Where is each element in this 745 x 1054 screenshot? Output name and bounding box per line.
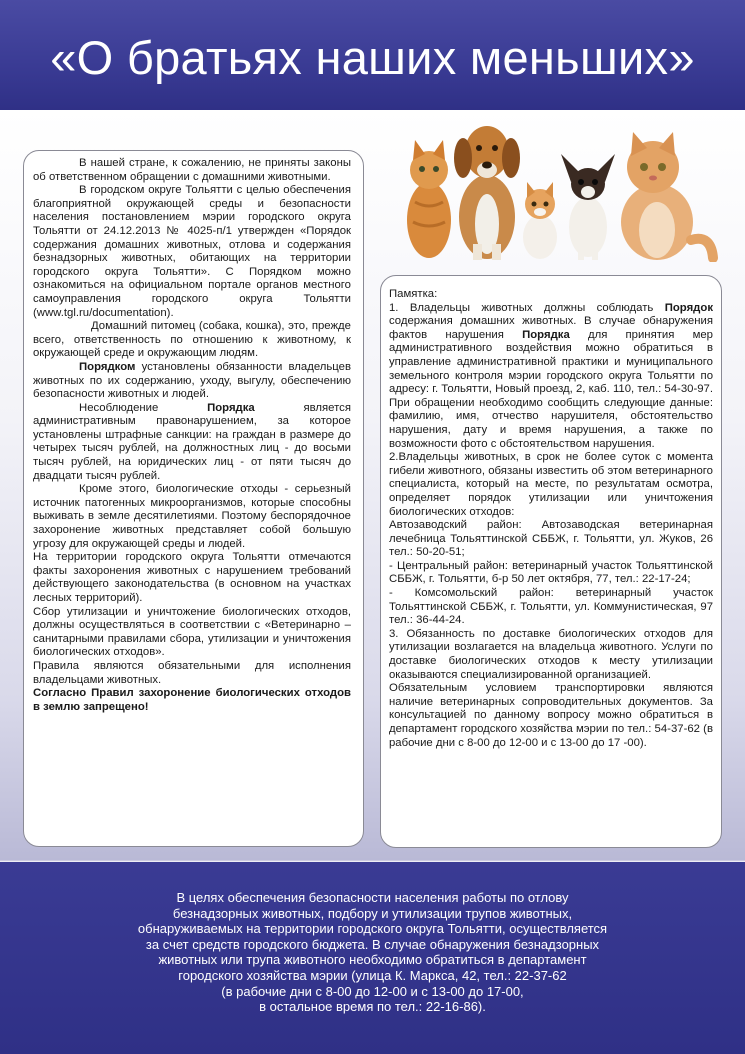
left-bold-poryadka: Порядка	[207, 401, 255, 414]
memo-item-1-mid: содержания домашних животных. В случае обнаружения фактов нарушения	[389, 315, 713, 341]
footer-line: В целях обеспечения безопасности населения работы по отлову	[176, 890, 569, 905]
dog-figure	[454, 126, 520, 260]
memo-item-3: 3. Обязанность по доставке биологических отходов для утилизации возлагается на владельца животного. Услуги по доставке биологических отходов к месту утилизации оказываются специализированной организацией.	[389, 627, 713, 681]
footer-line: безнадзорных животных, подбору и утилизации трупов животных,	[172, 905, 573, 921]
memo-bold-poryadok: Порядок	[664, 301, 713, 314]
memo-item-2: 2.Владельцы животных, в срок не более суток с момента гибели животного, обязаны известить об этом ветеринарного специалиста, который на месте, по результатам осмотра, определяет порядок утилизации или уничтожения биологических отходов:	[389, 451, 713, 518]
pets-photo	[395, 112, 725, 262]
footer-line: городского хозяйства мэрии (улица К. Маркса, 42, тел.: 22-37-62	[178, 967, 567, 983]
left-paragraph-5	[33, 402, 351, 484]
left-paragraph-5-text: является административным правонарушением, за которое установлены штрафные санкции: на граждан в размере до четырех тысяч рублей, на должностных лиц - до восьми тысяч рублей, на юридических лиц - от пяти тысяч до двадцати тысяч рублей.	[33, 401, 351, 482]
left-paragraph-9: Правила являются обязательными для исполнения владельцами животных.	[33, 659, 351, 686]
footer-line: животных или трупа животного необходимо обратиться в департамент	[158, 952, 587, 968]
memo-panel	[380, 275, 722, 848]
memo-transport-note: Обязательным условием транспортировки являются наличие ветеринарных сопроводительных документов. За консультацией по данному вопросу можно обратиться в департамент городского хозяйства мэрии по тел.: 54-37-62 (в рабочие дни с 8-00 до 12-00 и с 13-00 до 17 -00).	[389, 682, 713, 749]
left-warning-text: Согласно Правил захоронение биологических отходов в землю запрещено!	[33, 687, 351, 713]
page-title: «О братьях наших меньших»	[50, 31, 695, 84]
left-paragraph-3: Домашний питомец (собака, кошка), это, прежде всего, ответственность по отношению к животному, к окружающей среде и окружающим людям.	[33, 320, 351, 360]
ginger-cat-figure	[407, 140, 451, 258]
left-text-panel	[23, 150, 364, 847]
left-paragraph-4	[33, 361, 351, 402]
memo-district-komsomolsky: - Комсомольский район: ветеринарный участок Тольяттинской СББЖ, г. Тольятти, ул. Коммунистическая, 97 тел.: 36-44-24.	[389, 587, 713, 627]
memo-district-avtozavodsky: Автозаводский район: Автозаводская ветеринарная лечебница Тольяттинской СББЖ, г. Тольятти, ул. Жуков, 26 тел.: 50-20-51;	[389, 519, 713, 559]
left-paragraph-5-start: Несоблюдение	[79, 401, 208, 414]
memo-item-1-rest: для принятия мер административного воздействия можно обратиться в управление административной практики и муниципального земельного контроля мэрии городского округа Тольятти по адресу: г. Тольятти, Новый проезд, 2, каб. 110, тел.: 54-30-97. При обращении необходимо сообщить следующие данные: фамилию, имя, отчество нарушителя, обстоятельство нарушения, дату и время нарушения, а также по возможности фото с обстоятельством нарушения.	[389, 328, 713, 450]
footer-line: (в рабочие дни с 8-00 до 12-00 и с 13-00 до 17-00,	[221, 983, 524, 999]
header-band	[0, 0, 745, 110]
chihuahua-figure	[561, 154, 615, 260]
memo-district-central: - Центральный район: ветеринарный участок Тольяттинской СББЖ, г. Тольятти, б-р 50 лет октября, 77, тел.: 22-17-24;	[389, 559, 713, 586]
footer-line: за счет средств городского бюджета. В случае обнаружения безнадзорных	[145, 936, 600, 952]
left-paragraph-6: Кроме этого, биологические отходы - серьезный источник патогенных микроорганизмов, которые способны выживать в земле десятилетиями. Поэтому беспорядочное захоронение животных представляет собой большую угрозу для окружающей среды и людей.	[33, 483, 351, 550]
left-paragraph-4-text: установлены обязанности владельцев животных по их содержанию, уходу, выгулу, обеспечению безопасности животных и людей.	[33, 360, 351, 401]
kitten-figure	[523, 182, 557, 259]
left-paragraph-1: В нашей стране, к сожалению, не приняты законы об ответственном обращении с домашними животными.	[33, 157, 351, 183]
footer-notice	[90, 890, 655, 1015]
memo-item-1	[389, 302, 713, 452]
left-bold-poryadkom: Порядком	[79, 360, 136, 373]
memo-bold-poryadka: Порядка	[522, 328, 570, 341]
left-paragraph-2: В городском округе Тольятти с целью обеспечения благоприятной окружающей среды и безопасности населения постановлением мэрии городского округа Тольятти от 24.12.2013 № 4025-п/1 утвержден «Порядок содержания домашних животных, отлова и содержания безнадзорных животных, обитающих на территории городского округа Тольятти». С Порядком можно ознакомиться на официальном портале органов местного самоуправления городского округа Тольятти (www.tgl.ru/documentation).	[33, 184, 351, 319]
left-paragraph-8: Сбор утилизации и уничтожение биологических отходов, должны осуществляться в соответствии с «Ветеринарно – санитарными правилами сбора, утилизации и уничтожения биологических отходов».	[33, 605, 351, 659]
footer-line: обнаруживаемых на территории городского округа Тольятти, осуществляется	[137, 921, 608, 937]
left-paragraph-7: На территории городского округа Тольятти отмечаются факты захоронения животных с нарушением требований действующего законодательства (в основном на участках лесных территорий).	[33, 551, 351, 604]
footer-line: в остальное время по тел.: 22-16-86).	[259, 999, 486, 1015]
memo-heading: Памятка:	[389, 288, 438, 300]
memo-item-1-start: 1. Владельцы животных должны соблюдать	[389, 301, 665, 314]
red-cat-figure	[621, 132, 713, 260]
